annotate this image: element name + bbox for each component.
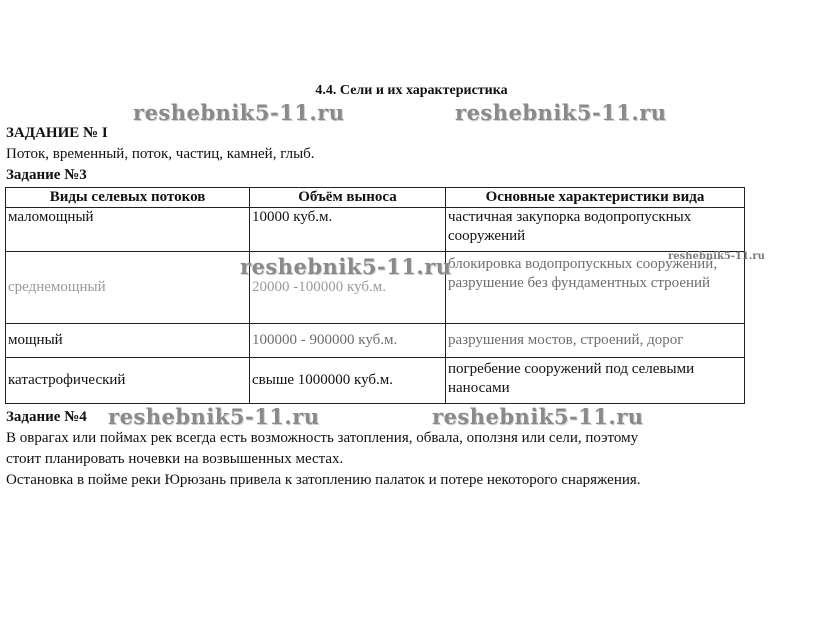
table-cell: погребение сооружений под селевыми наносами (446, 358, 745, 404)
task3-heading: Задание №3 (6, 167, 87, 183)
table-cell: 10000 куб.м. (250, 208, 446, 252)
table-cell: разрушения мостов, строений, дорог (446, 324, 745, 358)
watermark: reshebnik5-11.ru (108, 404, 320, 429)
table-cell: катастрофический (6, 358, 250, 404)
watermark: reshebnik5-11.ru (240, 254, 452, 279)
table-cell: свыше 1000000 куб.м. (250, 358, 446, 404)
mudflow-table (5, 187, 745, 404)
task1-heading: ЗАДАНИЕ № I (6, 125, 108, 141)
watermark: reshebnik5-11.ru (432, 404, 644, 429)
table-cell: мощный (6, 324, 250, 358)
task4-heading: Задание №4 (6, 409, 87, 425)
task4-text-line: В оврагах или поймах рек всегда есть возможность затопления, обвала, оползня или сели, поэтому (6, 430, 639, 446)
task4-text-line: Остановка в пойме реки Юрюзань привела к затоплению палаток и потере некоторого снаряжения. (6, 472, 641, 488)
table-cell: блокировка водопропускных сооружений, разрушение без фундаментных строений (446, 252, 745, 324)
table-cell: маломощный (6, 208, 250, 252)
table-row (6, 208, 745, 252)
page-title: 4.4. Сели и их характеристика (315, 83, 508, 98)
table-cell: частичная закупорка водопропускных сооружений (446, 208, 745, 252)
column-header: Основные характеристики вида (446, 188, 745, 208)
watermark-small: reshebnik5-11.ru (668, 251, 765, 262)
table-cell: среднемощный (6, 252, 250, 324)
task1-answer: Поток, временный, поток, частиц, камней, глыб. (6, 146, 315, 162)
column-header: Виды селевых потоков (6, 188, 250, 208)
watermark: reshebnik5-11.ru (455, 100, 667, 125)
task4-text-line: стоит планировать ночевки на возвышенных местах. (6, 451, 344, 467)
table-row (6, 324, 745, 358)
column-header: Объём выноса (250, 188, 446, 208)
table-row (6, 358, 745, 404)
table-cell: 20000 -100000 куб.м. (250, 252, 446, 324)
table-cell: 100000 - 900000 куб.м. (250, 324, 446, 358)
watermark: reshebnik5-11.ru (133, 100, 345, 125)
table-header-row (6, 188, 745, 208)
